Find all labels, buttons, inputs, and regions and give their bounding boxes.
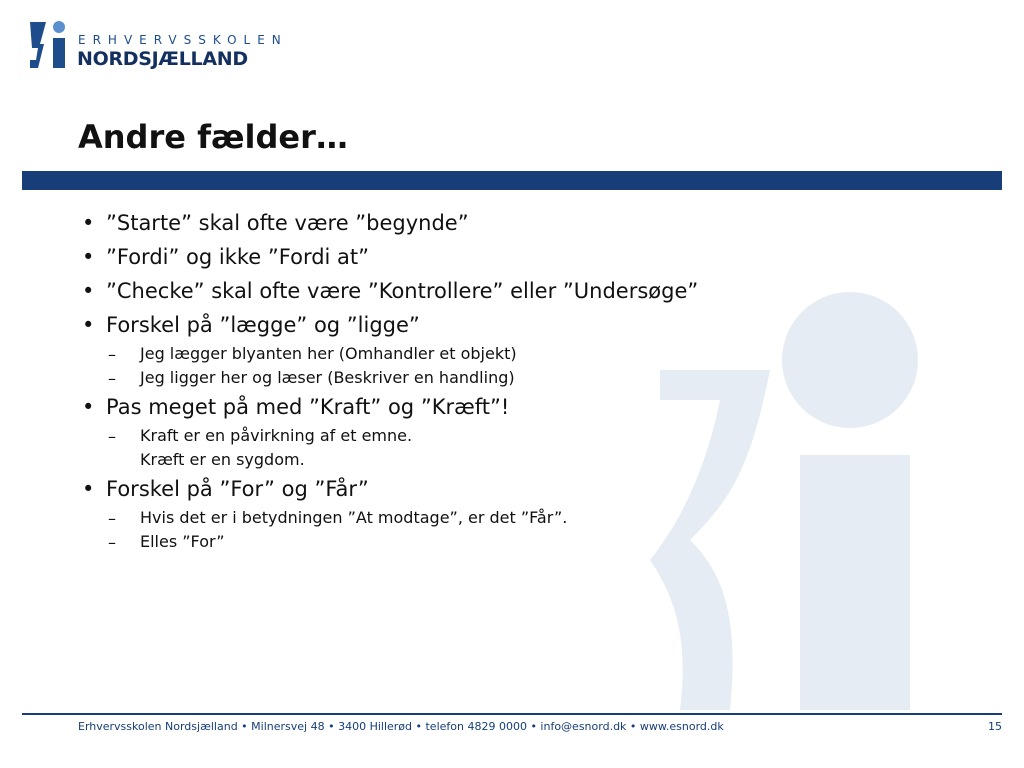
slide-title: Andre fælder… xyxy=(78,118,348,156)
sub-bullet-list xyxy=(82,506,962,554)
sub-bullet-text: Kræft er en sygdom. xyxy=(140,450,305,469)
bullet-item xyxy=(82,240,962,274)
bullet-item xyxy=(82,308,962,342)
title-bar xyxy=(22,171,1002,190)
bullet-text: Forskel på ”lægge” og ”ligge” xyxy=(106,313,420,337)
sub-bullet-text: – Hvis det er i betydningen ”At modtage”, er det ”Får”. xyxy=(140,508,568,527)
sub-bullet-item xyxy=(108,366,962,390)
sub-bullet-item xyxy=(108,342,962,366)
footer-text: Erhvervsskolen Nordsjælland • Milnersvej 48 • 3400 Hillerød • telefon 4829 0000 • info@esnord.dk • www.esnord.dk xyxy=(78,720,724,733)
sub-bullet-text: – Jeg ligger her og læser (Beskriver en handling) xyxy=(140,368,515,387)
sub-bullet-item xyxy=(108,424,962,472)
logo-text-top: ERHVERVSSKOLEN xyxy=(78,33,288,47)
sub-bullet-item xyxy=(108,506,962,530)
bullet-list xyxy=(82,206,962,554)
sub-bullet-text: – Elles ”For” xyxy=(140,532,225,551)
page-number: 15 xyxy=(988,720,1002,733)
bullet-item xyxy=(82,390,962,424)
bullet-item xyxy=(82,206,962,240)
sub-bullet-text: – Kraft er en påvirkning af et emne. xyxy=(140,426,413,445)
bullet-item xyxy=(82,472,962,506)
bullet-text: Pas meget på med ”Kraft” og ”Kræft”! xyxy=(106,395,510,419)
slide-content xyxy=(82,206,962,554)
logo xyxy=(28,20,288,72)
bullet-text: ”Fordi” og ikke ”Fordi at” xyxy=(106,245,370,269)
esn-logo-icon xyxy=(28,20,72,70)
sub-bullet-item xyxy=(108,530,962,554)
sub-bullet-list xyxy=(82,424,962,472)
footer-divider xyxy=(22,713,1002,715)
bullet-text: ”Checke” skal ofte være ”Kontrollere” eller ”Undersøge” xyxy=(106,279,699,303)
bullet-item xyxy=(82,274,962,308)
sub-bullet-text: – Jeg lægger blyanten her (Omhandler et objekt) xyxy=(140,344,517,363)
bullet-text: Forskel på ”For” og ”Får” xyxy=(106,477,369,501)
sub-bullet-list xyxy=(82,342,962,390)
logo-text-bottom: NORDSJÆLLAND xyxy=(77,48,248,70)
bullet-text: ”Starte” skal ofte være ”begynde” xyxy=(106,211,469,235)
